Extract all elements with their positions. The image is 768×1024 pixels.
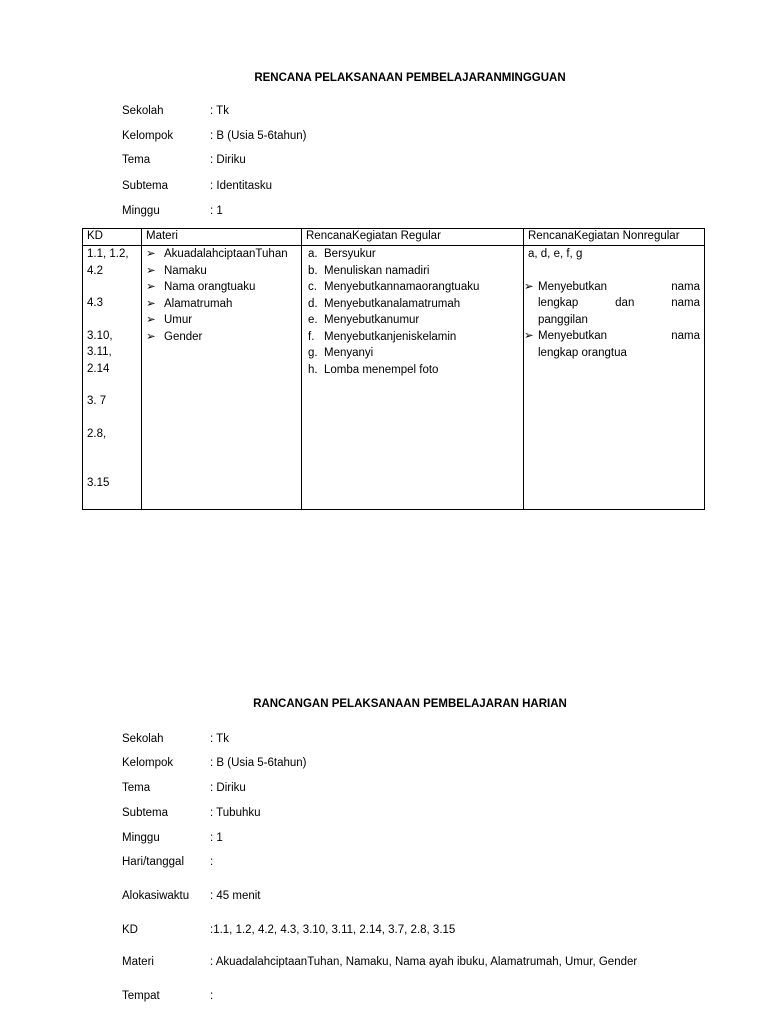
list-item: f. Menyebutkanjeniskelamin: [308, 330, 457, 343]
list-item: ➢ Namaku: [146, 263, 297, 280]
kd-spacer: [87, 410, 137, 426]
list-item: d. Menyebutkanalamatrumah: [308, 297, 461, 310]
info-value: : Diriku: [210, 782, 246, 794]
table-row: [83, 246, 705, 510]
regular-list: [306, 246, 519, 378]
kd-item: 4.3: [87, 297, 103, 309]
info-value: : Tk: [210, 105, 229, 117]
kd-spacer: [87, 279, 137, 295]
info-label: Sekolah: [122, 105, 164, 117]
info-label: Hari/tanggal: [122, 856, 185, 868]
spacer: [528, 263, 700, 279]
info-label: Minggu: [122, 205, 160, 217]
header-materi: Materi: [142, 229, 302, 246]
arrow-bullet-icon: ➢: [146, 297, 156, 310]
nonregular-intro: a, d, e, f, g: [528, 248, 583, 260]
table-header-row: [83, 229, 705, 246]
list-item: ➢ Alamatrumah: [146, 296, 297, 313]
list-item: ➢ Menyebutkan nama lengkap dan nama panggilan: [524, 280, 700, 326]
info-label: Tempat: [122, 990, 160, 1002]
header-nonregular: RencanaKegiatan Nonregular: [524, 229, 705, 246]
info-value: :: [210, 856, 214, 868]
nonregular-list: [524, 279, 700, 362]
daily-plan-title: RANCANGAN PELAKSANAAN PEMBELAJARAN HARIAN: [253, 698, 567, 710]
list-item: c. Menyebutkannamaorangtuaku: [308, 281, 480, 293]
info-value: : Tubuhku: [210, 807, 261, 819]
arrow-bullet-icon: ➢: [524, 280, 534, 293]
list-item: g. Menyanyi: [308, 347, 374, 359]
info-label: Subtema: [122, 807, 169, 819]
kd-cell: [83, 246, 142, 510]
info-value: : Identitasku: [210, 180, 273, 192]
info-label: Tema: [122, 154, 151, 166]
arrow-bullet-icon: ➢: [146, 330, 156, 343]
info-label: Subtema: [122, 180, 169, 192]
info-value: :: [210, 990, 214, 1002]
kd-spacer: [87, 312, 137, 328]
arrow-bullet-icon: ➢: [146, 281, 156, 293]
list-item: ➢ Gender: [146, 329, 297, 346]
info-value: :1.1, 1.2, 4.2, 4.3, 3.10, 3.11, 2.14, 3.7, 2.8, 3.15: [210, 924, 456, 936]
info-value: : B (Usia 5-6tahun): [210, 130, 307, 142]
info-value: : AkuadalahciptaanTuhan, Namaku, Nama ayah ibuku, Alamatrumah, Umur, Gender: [210, 956, 638, 968]
info-label: Alokasiwaktu: [122, 890, 190, 902]
info-label: Kelompok: [122, 130, 174, 142]
arrow-bullet-icon: ➢: [524, 330, 534, 342]
kd-item: 2.8,: [87, 427, 107, 440]
kd-item: 3.10,: [87, 329, 113, 342]
kd-spacer: [87, 377, 137, 393]
header-kd: KD: [83, 229, 142, 246]
justified-line: Menyebutkan nama: [538, 280, 700, 293]
info-label: Minggu: [122, 832, 160, 844]
info-label: Materi: [122, 956, 154, 968]
list-item: ➢ Menyebutkan nama lengkap orangtua: [524, 330, 700, 359]
arrow-bullet-icon: ➢: [146, 248, 156, 260]
regular-cell: [302, 246, 524, 510]
kd-item: 3.11,: [87, 346, 112, 358]
info-value: : Tk: [210, 733, 229, 745]
list-item: b. Menuliskan namadiri: [308, 264, 430, 277]
list-item: ➢ Umur: [146, 312, 297, 329]
kd-item: 4.2: [87, 264, 103, 277]
list-item: ➢ Nama orangtuaku: [146, 279, 297, 296]
kd-spacer: [87, 442, 137, 475]
justified-line: lengkap dan nama: [538, 297, 700, 309]
list-item: e. Menyebutkanumur: [308, 314, 420, 326]
info-value: : 1: [210, 205, 223, 217]
header-regular: RencanaKegiatan Regular: [302, 229, 524, 246]
kd-item: 1.1, 1.2,: [87, 248, 129, 260]
info-label: Tema: [122, 782, 151, 794]
weekly-plan-table: [82, 228, 705, 510]
kd-item: 2.14: [87, 362, 110, 375]
list-item: h. Lomba menempel foto: [308, 363, 439, 376]
materi-list: [146, 246, 297, 345]
arrow-bullet-icon: ➢: [146, 264, 156, 277]
info-label: Kelompok: [122, 757, 174, 769]
list-item: a. Bersyukur: [308, 248, 376, 260]
justified-line: Menyebutkan nama: [538, 330, 700, 342]
weekly-plan-title: RENCANA PELAKSANAAN PEMBELAJARANMINGGUAN: [254, 72, 566, 84]
kd-item: 3. 7: [87, 395, 107, 407]
info-value: : 45 menit: [210, 890, 261, 902]
nonregular-cell: [524, 246, 705, 510]
kd-item: 3.15: [87, 477, 110, 489]
list-item: ➢ AkuadalahciptaanTuhan: [146, 246, 297, 263]
materi-cell: [142, 246, 302, 510]
info-label: Sekolah: [122, 733, 164, 745]
info-value: : Diriku: [210, 154, 246, 166]
info-value: : 1: [210, 832, 223, 844]
info-value: : B (Usia 5-6tahun): [210, 757, 307, 769]
info-label: KD: [122, 924, 138, 936]
arrow-bullet-icon: ➢: [146, 314, 156, 326]
